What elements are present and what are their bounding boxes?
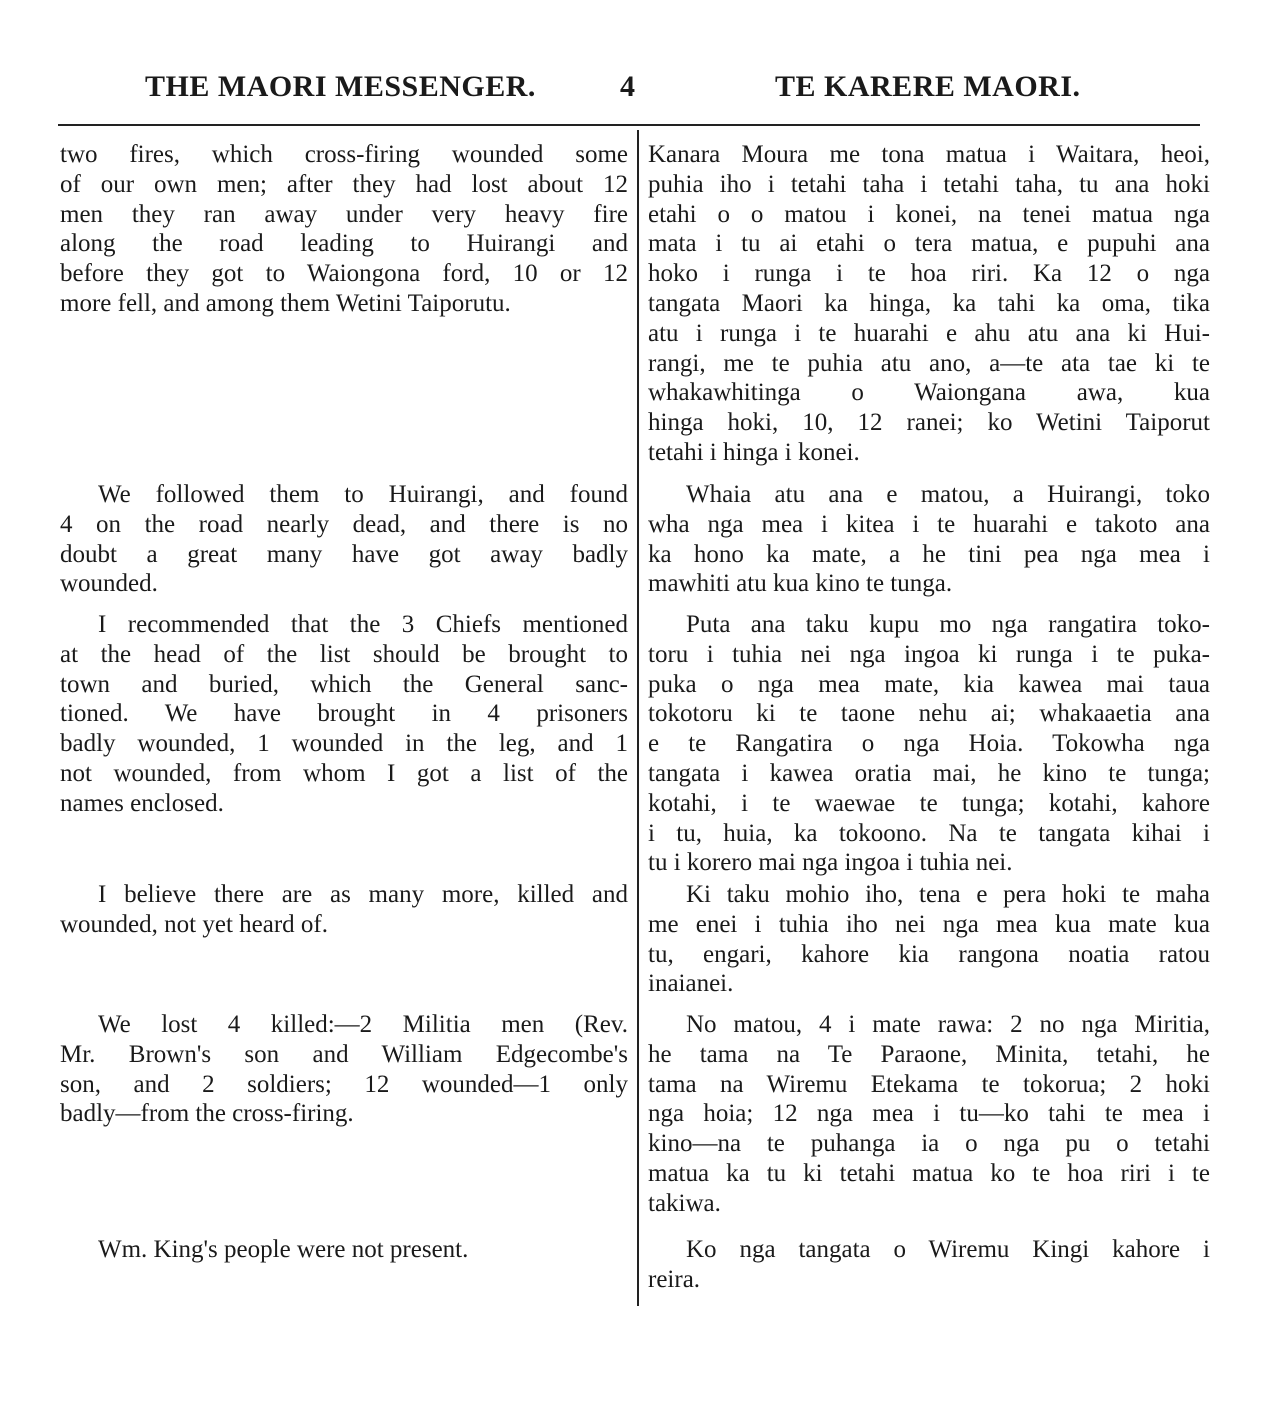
text-line: Wm. King's people were not present. xyxy=(98,1236,469,1263)
text-line: whakawhitinga o Waiongana awa, kua xyxy=(648,379,1210,407)
text-line: etahi o o matou i konei, na tenei matua nga xyxy=(648,200,1210,228)
text-line: ka hono ka mate, a he tini pea nga mea i xyxy=(648,540,1210,568)
maori-paragraph xyxy=(648,880,1210,999)
text-line: I believe there are as many more, killed and xyxy=(98,881,628,908)
text-line: nga hoia; 12 nga mea i tu—ko tahi te mea i xyxy=(648,1100,1210,1128)
text-line: at the head of the list should be brought to xyxy=(60,640,628,668)
text-line: kotahi, i te waewae te tunga; kotahi, kahore xyxy=(648,789,1210,817)
text-line: 4 on the road nearly dead, and there is no xyxy=(60,510,628,538)
text-line: Kanara Moura me tona matua i Waitara, heoi, xyxy=(648,141,1210,168)
text-line: of our own men; after they had lost about 12 xyxy=(60,170,628,198)
maori-paragraph xyxy=(648,1010,1210,1219)
text-line: me enei i tuhia iho nei nga mea kua mate kua xyxy=(648,910,1210,938)
text-line: badly wounded, 1 wounded in the leg, and 1 xyxy=(60,730,628,758)
maori-paragraph xyxy=(648,610,1210,878)
text-line: two fires, which cross-firing wounded some xyxy=(60,141,628,168)
text-line: son, and 2 soldiers; 12 wounded—1 only xyxy=(60,1070,628,1098)
text-line: kino—na te puhanga ia o nga pu o tetahi xyxy=(648,1130,1210,1158)
masthead-maori-title: TE KARERE MAORI. xyxy=(775,70,1081,103)
text-line: No matou, 4 i mate rawa: 2 no nga Miritia, xyxy=(686,1011,1210,1038)
text-line: matua ka tu ki tetahi matua ko te hoa riri i te xyxy=(648,1159,1210,1187)
maori-paragraph xyxy=(648,140,1210,468)
text-line: We lost 4 killed:—2 Militia men (Rev. xyxy=(98,1011,628,1038)
text-line: toru i tuhia nei nga ingoa ki runga i te puka- xyxy=(648,640,1210,668)
text-line: hinga hoki, 10, 12 ranei; ko Wetini Taiporut xyxy=(648,409,1210,437)
maori-paragraph xyxy=(648,1235,1210,1295)
text-line: wounded, not yet heard of. xyxy=(60,910,328,938)
text-line: hoko i runga i te hoa riri. Ka 12 o nga xyxy=(648,260,1210,288)
text-line: e te Rangatira o nga Hoia. Tokowha nga xyxy=(648,730,1210,758)
text-line: atu i runga i te huarahi e ahu atu ana ki Hui- xyxy=(648,319,1210,347)
masthead-english-title: THE MAORI MESSENGER. xyxy=(145,70,536,103)
text-line: Ko nga tangata o Wiremu Kingi kahore i xyxy=(686,1236,1210,1263)
text-line: wounded. xyxy=(60,570,158,598)
text-line: along the road leading to Huirangi and xyxy=(60,230,628,258)
text-line: Ki taku mohio iho, tena e pera hoki te maha xyxy=(686,881,1210,908)
text-line: We followed them to Huirangi, and found xyxy=(98,481,628,508)
text-line: takiwa. xyxy=(648,1189,721,1217)
text-line: Puta ana taku kupu mo nga rangatira toko- xyxy=(686,611,1210,638)
text-line: town and buried, which the General sanc- xyxy=(60,670,628,698)
text-line: mata i tu ai etahi o tera matua, e pupuhi ana xyxy=(648,230,1210,258)
text-line: more fell, and among them Wetini Taiporutu. xyxy=(60,289,511,317)
text-line: tokotoru ki te taone nehu ai; whakaaetia ana xyxy=(648,700,1210,728)
english-paragraph xyxy=(60,1010,628,1129)
text-line: I recommended that the 3 Chiefs mentioned xyxy=(98,611,628,638)
text-line: he tama na Te Paraone, Minita, tetahi, he xyxy=(648,1040,1210,1068)
english-paragraph xyxy=(60,610,628,819)
maori-paragraph xyxy=(648,480,1210,599)
text-line: men they ran away under very heavy fire xyxy=(60,200,628,228)
text-line: inaianei. xyxy=(648,970,734,998)
text-line: Whaia atu ana e matou, a Huirangi, toko xyxy=(686,481,1210,508)
text-line: badly—from the cross-firing. xyxy=(60,1100,354,1128)
english-paragraph xyxy=(60,1235,628,1265)
text-line: tu i korero mai nga ingoa i tuhia nei. xyxy=(648,849,1013,877)
english-paragraph xyxy=(60,480,628,599)
text-line: puka o nga mea mate, kia kawea mai taua xyxy=(648,670,1210,698)
text-line: names enclosed. xyxy=(60,789,224,817)
column-divider xyxy=(637,130,639,1306)
text-line: tangata Maori ka hinga, ka tahi ka oma, tika xyxy=(648,289,1210,317)
text-line: before they got to Waiongona ford, 10 or 12 xyxy=(60,260,628,288)
english-paragraph xyxy=(60,140,628,319)
text-line: doubt a great many have got away badly xyxy=(60,540,628,568)
text-line: mawhiti atu kua kino te tunga. xyxy=(648,570,953,598)
text-line: tangata i kawea oratia mai, he kino te tunga; xyxy=(648,759,1210,787)
text-line: puhia iho i tetahi taha i tetahi taha, tu ana hoki xyxy=(648,170,1210,198)
text-line: tioned. We have brought in 4 prisoners xyxy=(60,700,628,728)
text-line: tu, engari, kahore kia rangona noatia ratou xyxy=(648,940,1210,968)
text-line: tama na Wiremu Etekama te tokorua; 2 hoki xyxy=(648,1070,1210,1098)
english-paragraph xyxy=(60,880,628,940)
header-rule xyxy=(58,124,1200,126)
text-line: wha nga mea i kitea i te huarahi e takoto ana xyxy=(648,510,1210,538)
page-number: 4 xyxy=(620,70,636,103)
text-line: reira. xyxy=(648,1265,701,1293)
text-line: i tu, huia, ka tokoono. Na te tangata kihai i xyxy=(648,819,1210,847)
text-line: rangi, me te puhia atu ano, a—te ata tae ki te xyxy=(648,349,1210,377)
text-line: Mr. Brown's son and William Edgecombe's xyxy=(60,1040,628,1068)
text-line: not wounded, from whom I got a list of the xyxy=(60,759,628,787)
text-line: tetahi i hinga i konei. xyxy=(648,438,860,466)
